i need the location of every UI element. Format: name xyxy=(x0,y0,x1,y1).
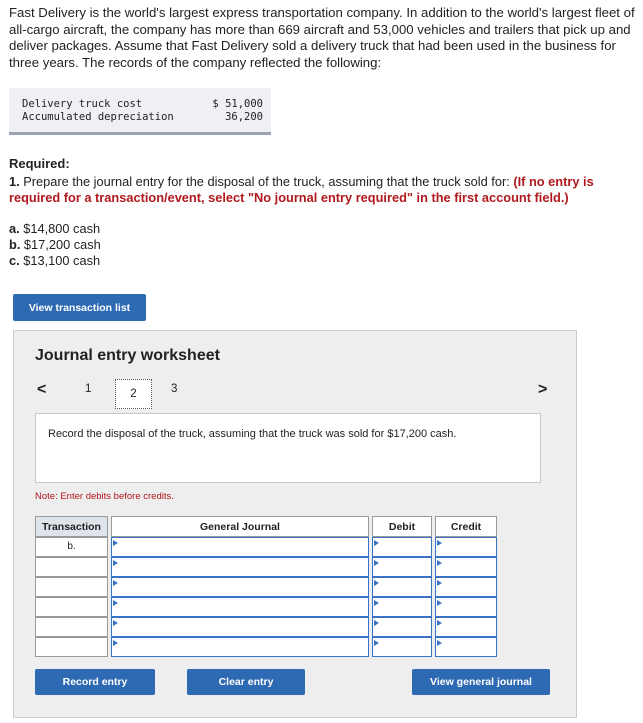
required-heading: Required: xyxy=(9,156,70,171)
transaction-label: b. xyxy=(67,541,76,552)
header-debit: Debit xyxy=(372,516,432,537)
header-credit: Credit xyxy=(435,516,497,537)
transaction-cell xyxy=(35,537,108,557)
transaction-cell xyxy=(35,597,108,617)
view-transaction-list-button[interactable]: View transaction list xyxy=(13,294,146,321)
option-item: a. $14,800 cash xyxy=(9,221,101,236)
next-page-icon[interactable]: > xyxy=(538,381,548,398)
credit-field[interactable] xyxy=(435,537,497,557)
transaction-cell xyxy=(35,557,108,577)
field-marker-icon xyxy=(113,620,118,626)
field-marker-icon xyxy=(437,540,442,546)
field-marker-icon xyxy=(437,640,442,646)
debit-field[interactable] xyxy=(372,537,432,557)
required-number: 1. xyxy=(9,174,20,189)
header-transaction: Transaction xyxy=(35,516,108,537)
field-marker-icon xyxy=(437,620,442,626)
record-label: Accumulated depreciation xyxy=(22,111,174,123)
view-general-journal-button[interactable]: View general journal xyxy=(412,669,550,695)
credit-field[interactable] xyxy=(435,637,497,657)
field-marker-icon xyxy=(113,540,118,546)
account-field[interactable] xyxy=(111,597,369,617)
account-field[interactable] xyxy=(111,557,369,577)
page-3-link[interactable]: 3 xyxy=(171,383,178,395)
option-item: c. $13,100 cash xyxy=(9,253,101,268)
account-field[interactable] xyxy=(111,577,369,597)
records-table xyxy=(9,88,271,135)
prev-page-icon[interactable]: < xyxy=(37,381,47,398)
clear-entry-button[interactable]: Clear entry xyxy=(187,669,305,695)
field-marker-icon xyxy=(113,560,118,566)
transaction-cell xyxy=(35,617,108,637)
credit-field[interactable] xyxy=(435,597,497,617)
account-field[interactable] xyxy=(111,637,369,657)
field-marker-icon xyxy=(113,640,118,646)
field-marker-icon xyxy=(437,600,442,606)
field-marker-icon xyxy=(374,540,379,546)
field-marker-icon xyxy=(437,580,442,586)
debit-field[interactable] xyxy=(372,597,432,617)
field-marker-icon xyxy=(374,560,379,566)
worksheet-title: Journal entry worksheet xyxy=(35,347,220,364)
account-field[interactable] xyxy=(111,617,369,637)
transaction-cell xyxy=(35,577,108,597)
required-text: Prepare the journal entry for the disposal of the truck, assuming that the truck sold for: xyxy=(19,174,514,189)
credit-field[interactable] xyxy=(435,577,497,597)
record-amount: 36,200 xyxy=(225,111,263,123)
scenario-description: Record the disposal of the truck, assuming that the truck was sold for $17,200 cash. xyxy=(35,413,541,483)
field-marker-icon xyxy=(374,580,379,586)
option-item: b. $17,200 cash xyxy=(9,237,101,252)
debit-field[interactable] xyxy=(372,577,432,597)
problem-intro: Fast Delivery is the world's largest express transportation company. In addition to the world's largest fleet of all-cargo aircraft, the company has more than 669 aircraft and 53,000 vehicles and trailers that pick up and deliver packages. Assume that Fast Delivery sold a delivery truck that had been used in the business for three years. The records of the company reflected the following: xyxy=(9,5,635,70)
journal-entry-worksheet xyxy=(13,330,577,718)
credit-field[interactable] xyxy=(435,557,497,577)
debit-field[interactable] xyxy=(372,557,432,577)
record-entry-button[interactable]: Record entry xyxy=(35,669,155,695)
record-amount: $ 51,000 xyxy=(212,98,263,110)
options-list xyxy=(9,221,101,269)
field-marker-icon xyxy=(374,640,379,646)
field-marker-icon xyxy=(374,600,379,606)
header-general-journal: General Journal xyxy=(111,516,369,537)
account-field[interactable] xyxy=(111,537,369,557)
field-marker-icon xyxy=(374,620,379,626)
required-instructions xyxy=(9,174,637,206)
debit-field[interactable] xyxy=(372,617,432,637)
entry-note: Note: Enter debits before credits. xyxy=(35,491,174,502)
page-2-current[interactable]: 2 xyxy=(115,379,152,409)
debit-field[interactable] xyxy=(372,637,432,657)
field-marker-icon xyxy=(113,600,118,606)
page-1-link[interactable]: 1 xyxy=(85,383,92,395)
transaction-cell xyxy=(35,637,108,657)
record-label: Delivery truck cost xyxy=(22,98,143,110)
field-marker-icon xyxy=(113,580,118,586)
required-note: (If no entry is required for a transaction/event, select "No journal entry required" in the first account field.) xyxy=(9,174,594,205)
field-marker-icon xyxy=(437,560,442,566)
credit-field[interactable] xyxy=(435,617,497,637)
